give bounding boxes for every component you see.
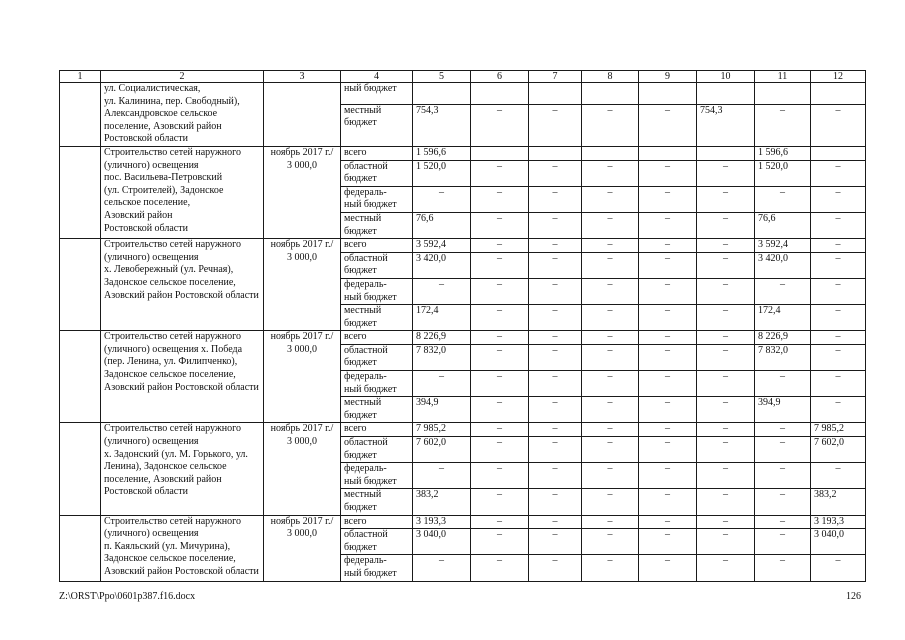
value-cell	[811, 83, 866, 105]
value-cell: –	[582, 160, 639, 186]
row-number-cell	[60, 239, 101, 331]
value-cell: 3 420,0	[413, 252, 471, 278]
footer-page-number: 126	[846, 591, 861, 602]
value-cell: –	[755, 555, 811, 581]
column-header: 1	[60, 71, 101, 83]
value-cell: 3 193,3	[811, 515, 866, 529]
value-cell: –	[811, 239, 866, 253]
value-cell: –	[471, 489, 529, 515]
value-cell: –	[811, 397, 866, 423]
object-name-cell: Строительство сетей наружного (уличного) освещения х. Задонский (ул. М. Горького, ул. Ленина), Задонское сельское поселение, Азовский район Ростовской области	[101, 423, 264, 515]
value-cell: –	[639, 344, 697, 370]
row-number-cell	[60, 83, 101, 147]
deadline-cost-cell: ноябрь 2017 г./ 3 000,0	[264, 239, 341, 331]
funding-source-cell: областной бюджет	[341, 437, 413, 463]
value-cell: 76,6	[413, 212, 471, 238]
value-cell: –	[582, 555, 639, 581]
value-cell: –	[697, 239, 755, 253]
funding-source-cell: федераль- ный бюджет	[341, 186, 413, 212]
value-cell: –	[639, 160, 697, 186]
value-cell: 1 520,0	[413, 160, 471, 186]
value-cell: –	[471, 305, 529, 331]
value-cell: –	[697, 423, 755, 437]
deadline-cost-cell: ноябрь 2017 г./ 3 000,0	[264, 331, 341, 423]
value-cell: –	[529, 252, 582, 278]
header-row	[60, 71, 866, 83]
value-cell: –	[639, 239, 697, 253]
value-cell: –	[529, 239, 582, 253]
value-cell: –	[755, 515, 811, 529]
value-cell: –	[697, 397, 755, 423]
value-cell	[582, 146, 639, 160]
value-cell	[582, 83, 639, 105]
value-cell: –	[471, 252, 529, 278]
value-cell: –	[811, 371, 866, 397]
value-cell: –	[755, 529, 811, 555]
value-cell: –	[639, 529, 697, 555]
value-cell: –	[471, 212, 529, 238]
object-name-cell: Строительство сетей наружного (уличного) освещения пос. Васильева-Петровский (ул. Строителей), Задонское сельское поселение, Азовский район Ростовской области	[101, 146, 264, 238]
funding-source-cell: федераль- ный бюджет	[341, 371, 413, 397]
value-cell: –	[582, 423, 639, 437]
value-cell: –	[697, 463, 755, 489]
value-cell: –	[582, 104, 639, 146]
column-header: 7	[529, 71, 582, 83]
value-cell: –	[697, 515, 755, 529]
value-cell: –	[529, 160, 582, 186]
column-header: 3	[264, 71, 341, 83]
value-cell: 7 602,0	[811, 437, 866, 463]
value-cell: –	[582, 305, 639, 331]
column-header: 6	[471, 71, 529, 83]
value-cell: 3 040,0	[413, 529, 471, 555]
value-cell: –	[471, 371, 529, 397]
value-cell	[471, 83, 529, 105]
value-cell: –	[529, 515, 582, 529]
row-number-cell	[60, 515, 101, 581]
value-cell	[639, 146, 697, 160]
value-cell: –	[529, 212, 582, 238]
value-cell: 172,4	[755, 305, 811, 331]
value-cell: –	[755, 423, 811, 437]
value-cell: –	[413, 463, 471, 489]
funding-source-cell: всего	[341, 515, 413, 529]
value-cell: –	[582, 239, 639, 253]
value-cell: 1 596,6	[413, 146, 471, 160]
row-number-cell	[60, 331, 101, 423]
value-cell: –	[413, 186, 471, 212]
value-cell: –	[582, 397, 639, 423]
value-cell: 7 832,0	[413, 344, 471, 370]
value-cell: –	[639, 555, 697, 581]
value-cell: –	[811, 252, 866, 278]
value-cell: –	[529, 104, 582, 146]
value-cell: –	[529, 397, 582, 423]
value-cell: –	[529, 186, 582, 212]
value-cell: –	[529, 529, 582, 555]
value-cell: –	[582, 331, 639, 345]
value-cell: –	[697, 186, 755, 212]
funding-source-cell: федераль- ный бюджет	[341, 555, 413, 581]
object-name-cell: Строительство сетей наружного (уличного) освещения х. Победа (пер. Ленина, ул. Филипченко), Задонское сельское поселение, Азовский район Ростовской области	[101, 331, 264, 423]
value-cell: –	[471, 331, 529, 345]
value-cell	[471, 146, 529, 160]
value-cell: 3 040,0	[811, 529, 866, 555]
value-cell: –	[471, 423, 529, 437]
value-cell: 8 226,9	[755, 331, 811, 345]
value-cell: –	[639, 489, 697, 515]
value-cell: –	[471, 555, 529, 581]
value-cell: –	[639, 252, 697, 278]
value-cell: –	[582, 463, 639, 489]
value-cell: –	[529, 489, 582, 515]
value-cell: –	[755, 104, 811, 146]
funding-source-cell: всего	[341, 239, 413, 253]
value-cell: –	[471, 278, 529, 304]
row-number-cell	[60, 423, 101, 515]
value-cell: 754,3	[697, 104, 755, 146]
value-cell: –	[471, 186, 529, 212]
value-cell: 3 592,4	[755, 239, 811, 253]
funding-source-cell: федераль- ный бюджет	[341, 463, 413, 489]
value-cell: –	[639, 331, 697, 345]
value-cell: –	[697, 278, 755, 304]
value-cell: –	[529, 555, 582, 581]
column-header: 10	[697, 71, 755, 83]
funding-source-cell: местный бюджет	[341, 212, 413, 238]
value-cell: 754,3	[413, 104, 471, 146]
value-cell: –	[529, 437, 582, 463]
value-cell: –	[755, 186, 811, 212]
table-row	[60, 423, 866, 437]
value-cell: –	[697, 344, 755, 370]
value-cell	[755, 83, 811, 105]
value-cell: –	[582, 529, 639, 555]
value-cell	[529, 83, 582, 105]
funding-source-cell: местный бюджет	[341, 489, 413, 515]
value-cell: –	[529, 331, 582, 345]
value-cell: –	[697, 489, 755, 515]
value-cell: –	[697, 555, 755, 581]
funding-source-cell: местный бюджет	[341, 397, 413, 423]
deadline-cost-cell	[264, 83, 341, 147]
value-cell: –	[811, 278, 866, 304]
value-cell: –	[413, 278, 471, 304]
value-cell: –	[529, 463, 582, 489]
value-cell: 172,4	[413, 305, 471, 331]
value-cell: –	[639, 186, 697, 212]
value-cell	[697, 146, 755, 160]
funding-source-cell: местный бюджет	[341, 305, 413, 331]
value-cell: –	[811, 212, 866, 238]
funding-source-cell: всего	[341, 146, 413, 160]
funding-source-cell: местный бюджет	[341, 104, 413, 146]
value-cell: –	[811, 104, 866, 146]
column-header: 2	[101, 71, 264, 83]
value-cell: –	[471, 515, 529, 529]
value-cell: –	[529, 423, 582, 437]
value-cell: –	[697, 331, 755, 345]
value-cell: –	[471, 104, 529, 146]
value-cell: 7 985,2	[811, 423, 866, 437]
value-cell: –	[582, 252, 639, 278]
value-cell: –	[811, 331, 866, 345]
value-cell: –	[755, 437, 811, 463]
value-cell: –	[755, 278, 811, 304]
value-cell: –	[697, 305, 755, 331]
table-body	[60, 71, 866, 582]
object-name-cell: ул. Социалистическая, ул. Калинина, пер. Свободный), Александровское сельское поселение, Азовский район Ростовской области	[101, 83, 264, 147]
value-cell: –	[471, 160, 529, 186]
value-cell: –	[471, 239, 529, 253]
value-cell: 394,9	[755, 397, 811, 423]
column-header: 5	[413, 71, 471, 83]
value-cell: –	[639, 463, 697, 489]
value-cell: –	[582, 437, 639, 463]
value-cell: –	[413, 371, 471, 397]
value-cell: –	[697, 160, 755, 186]
value-cell: –	[639, 397, 697, 423]
value-cell: –	[582, 515, 639, 529]
column-header: 12	[811, 71, 866, 83]
value-cell: –	[639, 212, 697, 238]
value-cell: –	[755, 463, 811, 489]
value-cell: 394,9	[413, 397, 471, 423]
value-cell: 7 832,0	[755, 344, 811, 370]
value-cell: 1 520,0	[755, 160, 811, 186]
value-cell	[697, 83, 755, 105]
value-cell: –	[471, 437, 529, 463]
value-cell: 383,2	[413, 489, 471, 515]
value-cell: –	[811, 344, 866, 370]
deadline-cost-cell: ноябрь 2017 г./ 3 000,0	[264, 515, 341, 581]
table-row	[60, 515, 866, 529]
value-cell: –	[811, 160, 866, 186]
value-cell: –	[697, 212, 755, 238]
table-row	[60, 146, 866, 160]
value-cell: –	[471, 344, 529, 370]
funding-source-cell: областной бюджет	[341, 344, 413, 370]
funding-source-cell: всего	[341, 423, 413, 437]
value-cell: –	[697, 529, 755, 555]
value-cell: –	[413, 555, 471, 581]
value-cell: –	[811, 555, 866, 581]
value-cell: 7 602,0	[413, 437, 471, 463]
column-header: 8	[582, 71, 639, 83]
value-cell: –	[639, 305, 697, 331]
deadline-cost-cell: ноябрь 2017 г./ 3 000,0	[264, 423, 341, 515]
row-number-cell	[60, 146, 101, 238]
value-cell: –	[755, 371, 811, 397]
value-cell: 76,6	[755, 212, 811, 238]
column-header: 11	[755, 71, 811, 83]
deadline-cost-cell: ноябрь 2017 г./ 3 000,0	[264, 146, 341, 238]
value-cell: –	[697, 371, 755, 397]
value-cell: –	[639, 278, 697, 304]
value-cell: –	[471, 463, 529, 489]
value-cell: 3 592,4	[413, 239, 471, 253]
value-cell: –	[582, 344, 639, 370]
object-name-cell: Строительство сетей наружного (уличного) освещения х. Левобережный (ул. Речная), Задонское сельское поселение, Азовский район Ростовской области	[101, 239, 264, 331]
value-cell: –	[755, 489, 811, 515]
funding-source-cell: всего	[341, 331, 413, 345]
value-cell: 3 420,0	[755, 252, 811, 278]
funding-source-cell: федераль- ный бюджет	[341, 278, 413, 304]
funding-source-cell: ный бюджет	[341, 83, 413, 105]
value-cell: –	[529, 344, 582, 370]
value-cell: –	[582, 186, 639, 212]
value-cell	[413, 83, 471, 105]
value-cell: 7 985,2	[413, 423, 471, 437]
footer-file-path: Z:\ORST\Ppo\0601p387.f16.docx	[59, 591, 196, 602]
column-header: 9	[639, 71, 697, 83]
value-cell: 3 193,3	[413, 515, 471, 529]
value-cell: –	[639, 515, 697, 529]
value-cell: –	[811, 186, 866, 212]
table-row	[60, 83, 866, 105]
column-header: 4	[341, 71, 413, 83]
value-cell: –	[697, 252, 755, 278]
value-cell	[639, 83, 697, 105]
value-cell: –	[639, 371, 697, 397]
object-name-cell: Строительство сетей наружного (уличного) освещения п. Каяльский (ул. Мичурина), Задонское сельское поселение, Азовский район Ростовской области	[101, 515, 264, 581]
value-cell: –	[811, 305, 866, 331]
value-cell: –	[471, 529, 529, 555]
value-cell: –	[582, 278, 639, 304]
value-cell: –	[582, 489, 639, 515]
value-cell: –	[639, 437, 697, 463]
funding-source-cell: областной бюджет	[341, 252, 413, 278]
value-cell: –	[529, 371, 582, 397]
value-cell: 383,2	[811, 489, 866, 515]
value-cell: –	[529, 278, 582, 304]
value-cell: 8 226,9	[413, 331, 471, 345]
budget-table	[59, 70, 866, 582]
value-cell: 1 596,6	[755, 146, 811, 160]
value-cell: –	[471, 397, 529, 423]
funding-source-cell: областной бюджет	[341, 160, 413, 186]
value-cell	[529, 146, 582, 160]
funding-source-cell: областной бюджет	[341, 529, 413, 555]
value-cell: –	[811, 463, 866, 489]
table-row	[60, 239, 866, 253]
value-cell: –	[639, 423, 697, 437]
value-cell: –	[582, 371, 639, 397]
value-cell: –	[582, 212, 639, 238]
value-cell	[811, 146, 866, 160]
value-cell: –	[529, 305, 582, 331]
value-cell: –	[697, 437, 755, 463]
value-cell: –	[639, 104, 697, 146]
table-row	[60, 331, 866, 345]
